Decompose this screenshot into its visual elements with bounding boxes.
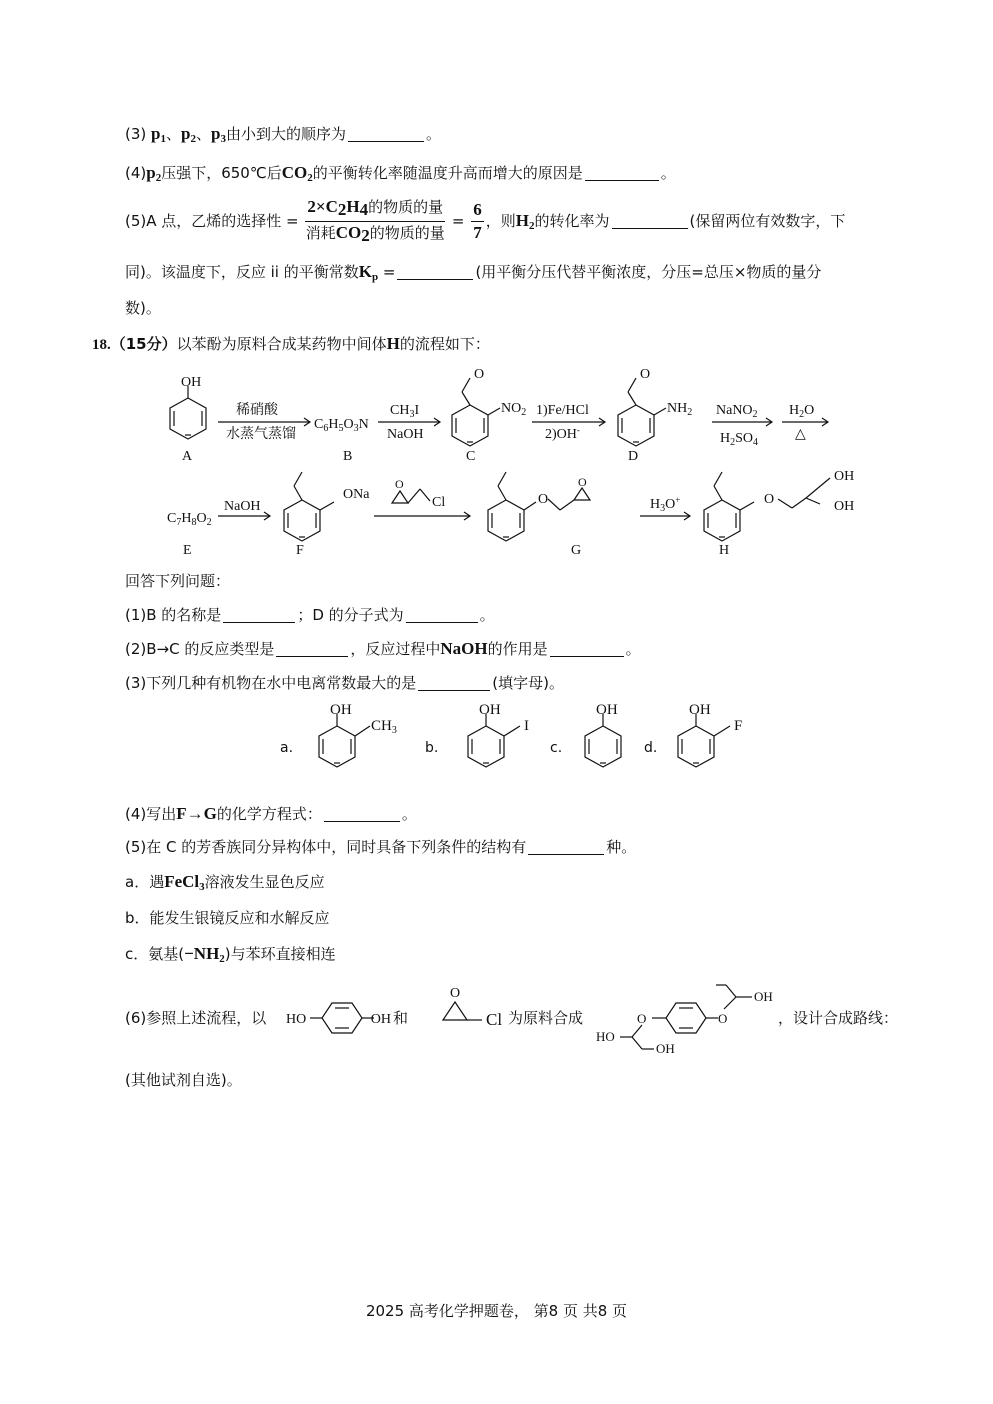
svg-text:C7H8O2: $C_7H_8O_2$ — [167, 511, 212, 528]
q18-part2: (2)B→C 的反应类型是 ，反应过程中NaOH的作用是 。 — [125, 639, 641, 658]
svg-text:CH3: $CH_3$ — [371, 718, 397, 736]
q17-part4: $(4)p_2$压强下，650℃后$CO_2$的平衡转化率随温度升高而增大的原因是 。 — [125, 163, 676, 184]
svg-text:Cl: Cl — [486, 1010, 503, 1029]
svg-text:O: O — [637, 1011, 647, 1026]
options-structures — [0, 700, 993, 790]
part6-structures — [0, 975, 993, 1065]
svg-text:，设计合成路线：: ，设计合成路线： — [778, 1009, 899, 1027]
svg-text:H: H — [719, 543, 730, 558]
svg-text:2)OH-: 2)OH- — [545, 425, 580, 442]
svg-text:HO: HO — [286, 1012, 307, 1027]
svg-text:G: G — [571, 543, 582, 558]
svg-text:O: O — [474, 367, 485, 382]
page-footer: 2025 高考化学押题卷， 第8 页 共8 页 — [365, 1302, 628, 1320]
q18-part3: (3)下列几种有机物在水中电离常数最大的是 (填字母)。 — [125, 674, 564, 692]
svg-text:为原料合成: 为原料合成 — [508, 1009, 584, 1027]
condition-c: c．氨基$(-NH_2)$与苯环直接相连 — [125, 944, 336, 965]
answer-blank[interactable] — [528, 854, 604, 855]
svg-text:ONa: ONa — [343, 487, 370, 502]
p1-var: $p_1$ — [151, 124, 166, 145]
svg-text:OH: OH — [834, 499, 855, 514]
svg-text:O: O — [640, 367, 651, 382]
svg-text:1)Fe/HCl: 1)Fe/HCl — [536, 403, 589, 418]
q18-part6-end: (其他试剂自选)。 — [125, 1071, 242, 1089]
svg-text:OH: OH — [596, 702, 618, 718]
answer-blank[interactable] — [348, 141, 424, 142]
svg-text:O: O — [718, 1011, 728, 1026]
svg-text:O: O — [538, 492, 549, 507]
svg-text:HO: HO — [596, 1029, 615, 1044]
ratio-fraction: $\frac{6}{7}$ — [473, 200, 482, 242]
answer-blank[interactable] — [406, 622, 478, 623]
svg-text:C: C — [466, 449, 476, 464]
condition-a: a．遇FeCl$_3$溶液发生显色反应 — [125, 872, 325, 893]
q18-part6: (6)参照上述流程，以 — [125, 1009, 267, 1027]
option-d-label: d. — [644, 740, 658, 756]
svg-text:OH: OH — [330, 702, 352, 718]
svg-text:F: F — [734, 718, 743, 734]
svg-text:OH: OH — [754, 989, 773, 1004]
svg-text:H3O+: $H_3O^+$ — [650, 495, 681, 514]
svg-text:△: △ — [795, 426, 806, 442]
svg-text:NaNO2: NaNO$_2$ — [716, 403, 758, 420]
svg-text:NO2: $NO_2$ — [501, 401, 527, 418]
answer-blank[interactable] — [324, 821, 400, 822]
p3-var: $p_3$ — [210, 124, 226, 145]
q18-part4: (4)写出F→G的化学方程式： 。 — [125, 804, 417, 823]
answer-blank[interactable] — [612, 228, 688, 229]
q17-part5-cont: 同)。该温度下，反应 ii 的平衡常数$K_p$ = (用平衡分压代替平衡浓度，分压=总压×物质的量分 — [125, 262, 822, 283]
svg-text:和: 和 — [393, 1009, 409, 1027]
answer-blank[interactable] — [550, 656, 624, 657]
svg-text:O: O — [764, 492, 775, 507]
option-a-label: a. — [280, 740, 294, 756]
oh-label: OH — [181, 375, 202, 390]
answer-blank[interactable] — [223, 622, 295, 623]
svg-text:O: O — [578, 475, 587, 489]
svg-text:OH: OH — [479, 702, 501, 718]
option-c-label: c. — [550, 740, 563, 756]
svg-text:Cl: Cl — [432, 495, 446, 510]
q17-part5: (5)A 点，乙烯的选择性 = $\frac{2\times C_2H_4的物质的量}{消耗CO_2的物质的量}$ = $\frac{6}{7}$ ，则$H_2$的转化率为 (保留两位有效数字，下 — [125, 197, 846, 245]
svg-text:OH: OH — [656, 1041, 675, 1056]
q18-part5: (5)在 C 的芳香族同分异构体中，同时具备下列条件的结构有 种。 — [125, 838, 637, 856]
svg-text:O: O — [450, 986, 461, 1001]
svg-text:水蒸气蒸馏: 水蒸气蒸馏 — [226, 426, 296, 442]
q17-part5-end: 数)。 — [125, 299, 161, 317]
answer-blank[interactable] — [418, 690, 490, 691]
svg-text:I: I — [524, 718, 529, 734]
selectivity-fraction: $\frac{2\times C_2H_4的物质的量}{消耗CO_2的物质的量}$ — [305, 197, 445, 245]
svg-text:F: F — [296, 543, 304, 558]
p2-var: $p_2$ — [181, 124, 196, 145]
answer-blank[interactable] — [397, 279, 473, 280]
svg-text:OH: OH — [689, 702, 711, 718]
synthesis-scheme — [0, 362, 993, 567]
q17-part3: (3) $p_1$、$p_2$、$p_3$由小到大的顺序为 。 — [125, 124, 441, 145]
condition-b: b．能发生银镜反应和水解反应 — [125, 909, 330, 927]
svg-text:D: D — [628, 449, 639, 464]
answer-blank[interactable] — [585, 180, 659, 181]
label-a: A — [182, 449, 193, 464]
option-b-label: b. — [425, 740, 439, 756]
svg-text:NH2: $NH_2$ — [667, 401, 693, 418]
svg-text:E: E — [183, 543, 192, 558]
svg-text:NaOH: NaOH — [224, 499, 261, 514]
svg-text:CH3I: $CH_3I$ — [390, 403, 420, 420]
q18-header: 18.（15分）以苯酚为原料合成某药物中间体H的流程如下： — [92, 334, 490, 353]
svg-text:稀硝酸: 稀硝酸 — [236, 402, 278, 418]
svg-text:OH: OH — [834, 469, 855, 484]
q18-part1: (1)B 的名称是 ；D 的分子式为 。 — [125, 606, 495, 624]
svg-text:H2O: $H_2O$ — [789, 403, 815, 420]
svg-text:NaOH: NaOH — [387, 427, 424, 442]
svg-text:B: B — [343, 449, 353, 464]
b-formula: $C_6H_5O_3N$ — [314, 417, 369, 434]
svg-text:O: O — [395, 477, 404, 491]
svg-text:OH: OH — [370, 1012, 391, 1027]
answer-prompt: 回答下列问题： — [125, 572, 231, 590]
svg-text:H2SO4: $H_2SO_4$ — [720, 431, 759, 448]
answer-blank[interactable] — [276, 656, 348, 657]
